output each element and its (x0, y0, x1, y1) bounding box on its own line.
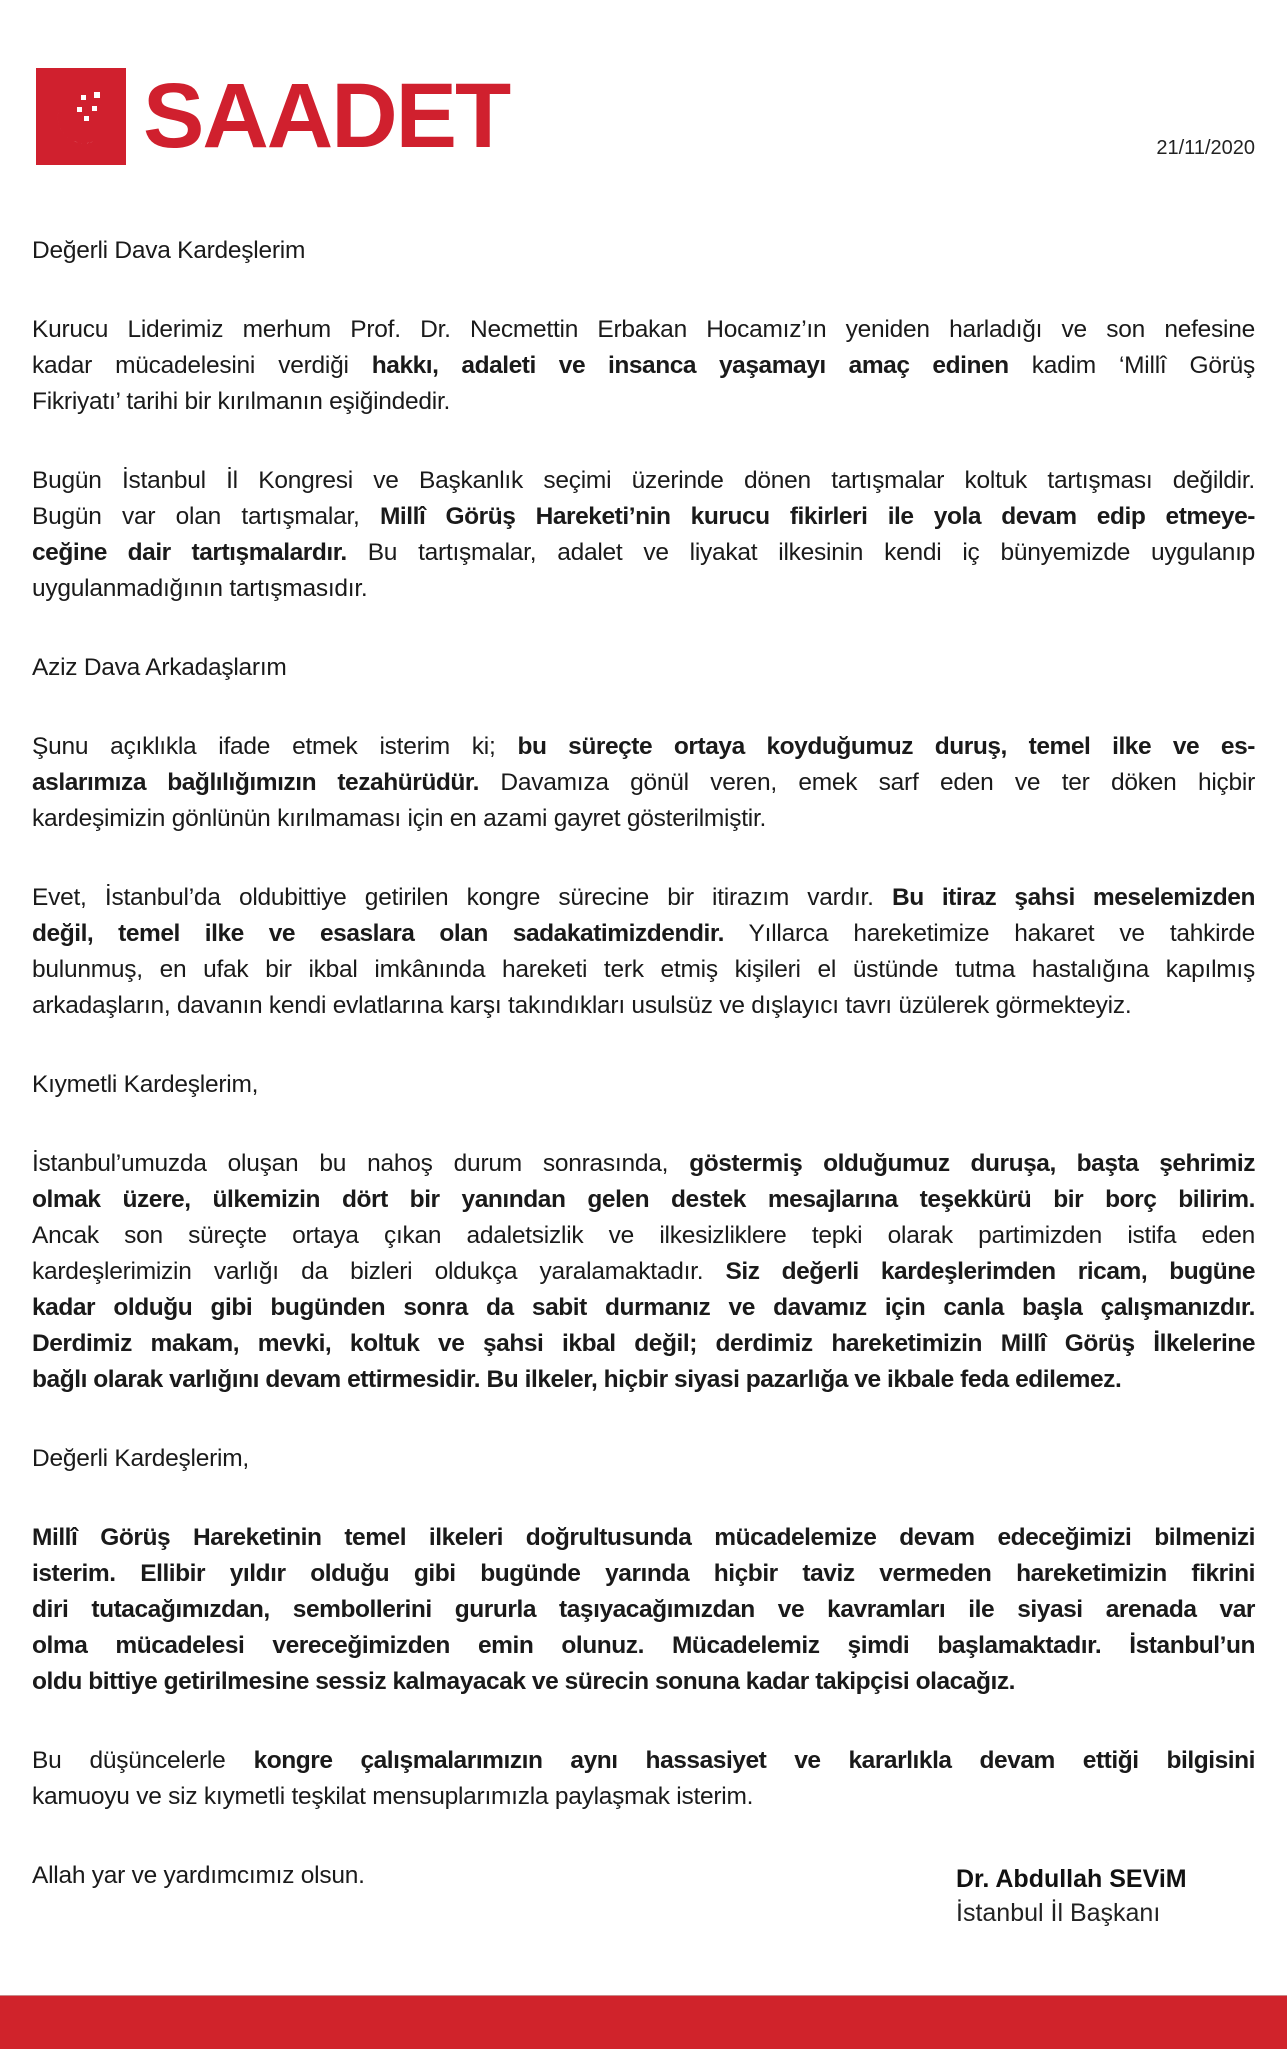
bold-text: kadar olduğu gibi bugünden sonra da sabit durmanız ve davamız için canla başla çalışmanızdır. (32, 1294, 1255, 1321)
signature-block (956, 1862, 1187, 1930)
bold-text: hakkı, adaleti ve insanca yaşamayı amaç edinen (371, 352, 1009, 379)
text-line (32, 1182, 1255, 1218)
signatory-name: Dr. Abdullah SEViM (956, 1865, 1187, 1893)
text-line (32, 1520, 1255, 1556)
bold-text: olma mücadelesi vereceğimizden emin olunuz. Mücadelemiz şimdi başlamaktadır. İstanbul’un (32, 1632, 1255, 1659)
text-line (32, 1146, 1255, 1182)
text-run: kamuoyu ve siz kıymetli teşkilat mensuplarımızla paylaşmak isterim. (32, 1783, 754, 1810)
text-line (32, 1628, 1255, 1664)
paragraph-gap (32, 1815, 1255, 1858)
bold-text: Millî Görüş Hareketi’nin kurucu fikirleri ile yola devam edip etmeye- (379, 503, 1255, 530)
paragraph-gap (32, 1024, 1255, 1067)
paragraph (32, 880, 1255, 1024)
paragraph (32, 1743, 1255, 1815)
text-run: Davamıza gönül veren, emek sarf eden ve ter döken hiçbir (478, 769, 1255, 796)
text-run: kadim ‘Millî Görüş (1008, 352, 1256, 379)
text-line (32, 988, 1255, 1024)
text-line (32, 1362, 1255, 1398)
text-line (32, 1592, 1255, 1628)
letter-date: 21/11/2020 (1156, 137, 1255, 159)
text-line (32, 1218, 1255, 1254)
bold-text: Siz değerli kardeşlerimden ricam, bugüne (725, 1258, 1255, 1285)
paragraph (32, 463, 1255, 607)
text-line (32, 1664, 1255, 1700)
text-line (32, 571, 1255, 607)
text-line (32, 499, 1255, 535)
text-line (32, 384, 1255, 420)
paragraph-gap (32, 1398, 1255, 1441)
bold-text: aslarımıza bağlılığımızın tezahürüdür. (32, 769, 479, 796)
bold-text: bu süreçte ortaya koyduğumuz duruş, temel ilke ve es- (517, 733, 1255, 760)
bold-text: isterim. Ellibir yıldır olduğu gibi bugünde yarında hiçbir taviz vermeden hareketimizin fikrini (32, 1560, 1255, 1587)
bold-text: ceğine dair tartışmalardır. (32, 539, 347, 566)
text-run: Bugün İstanbul İl Kongresi ve Başkanlık seçimi üzerinde dönen tartışmalar koltuk tartışması değildir. (32, 467, 1255, 494)
paragraph-gap (32, 1477, 1255, 1520)
text-line (32, 312, 1255, 348)
letter-body (32, 233, 1255, 1894)
bold-text: Bu itiraz şahsi meselemizden (891, 884, 1255, 911)
text-run: Bugün var olan tartışmalar, (32, 503, 380, 530)
text-run: Kurucu Liderimiz merhum Prof. Dr. Necmettin Erbakan Hocamız’ın yeniden harladığı ve son nefesine (32, 316, 1255, 343)
text-run: Ancak son süreçte ortaya çıkan adaletsizlik ve ilkesizliklere tepki olarak partimizden istifa eden (32, 1222, 1255, 1249)
text-line (32, 1290, 1255, 1326)
text-run: Fikriyatı’ tarihi bir kırılmanın eşiğindedir. (32, 388, 451, 415)
text-run: Bu düşüncelerle (32, 1747, 254, 1774)
text-run: Yıllarca hareketimize hakaret ve tahkirde (723, 920, 1255, 947)
text-run: Evet, İstanbul’da oldubittiye getirilen kongre sürecine bir itirazım vardır. (32, 884, 892, 911)
logo-wordmark: SAADET (143, 65, 510, 167)
text-line (32, 916, 1255, 952)
footer-band (0, 1995, 1287, 2049)
paragraph (32, 312, 1255, 420)
salutation: Kıymetli Kardeşlerim, (32, 1071, 259, 1098)
paragraph-gap (32, 686, 1255, 729)
paragraph (32, 1146, 1255, 1398)
bold-text: oldu bittiye getirilmesine sessiz kalmayacak ve sürecin sonuna kadar takipçisi olacağız. (32, 1668, 1016, 1695)
paragraph-gap (32, 837, 1255, 880)
paragraph-gap (32, 607, 1255, 650)
text-line (32, 952, 1255, 988)
text-run: kardeşlerimizin varlığı da bizleri oldukça yaralamaktadır. (32, 1258, 726, 1285)
paragraph (32, 729, 1255, 837)
text-run: uygulanmadığının tartışmasıdır. (32, 575, 368, 602)
text-line (32, 729, 1255, 765)
text-run: kardeşimizin gönlünün kırılmaması için en azami gayret gösterilmiştir. (32, 805, 767, 832)
text-run: Bu tartışmalar, adalet ve liyakat ilkesinin kendi iç bünyemizde uygulanıp (346, 539, 1255, 566)
text-line (32, 1556, 1255, 1592)
paragraph-gap (32, 269, 1255, 312)
text-line (32, 801, 1255, 837)
text-run: bulunmuş, en ufak bir ikbal imkânında hareketi terk etmiş kişileri el üstünde tutma hastalığına kapılmış (32, 956, 1255, 983)
bold-text: göstermiş olduğumuz duruşa, başta şehrimiz (689, 1150, 1255, 1177)
salutation: Değerli Kardeşlerim, (32, 1445, 249, 1472)
text-run: İstanbul’umuzda oluşan bu nahoş durum sonrasında, (32, 1150, 690, 1177)
text-line (32, 535, 1255, 571)
salutation: Allah yar ve yardımcımız olsun. (32, 1862, 365, 1889)
signatory-title: İstanbul İl Başkanı (956, 1899, 1161, 1927)
text-line (32, 1254, 1255, 1290)
bold-text: bağlı olarak varlığını devam ettirmesidir. Bu ilkeler, hiçbir siyasi pazarlığa ve ikbale feda edilemez. (32, 1366, 1122, 1393)
text-line (32, 348, 1255, 384)
text-line (32, 1326, 1255, 1362)
bold-text: kongre çalışmalarımızın aynı hassasiyet ve kararlıkla devam ettiği bilgisini (253, 1747, 1255, 1774)
paragraph-gap (32, 1103, 1255, 1146)
text-run: arkadaşların, davanın kendi evlatlarına karşı takındıkları usulsüz ve dışlayıcı tavrı üzülerek görmekteyiz. (32, 992, 1132, 1019)
text-line (32, 765, 1255, 801)
bold-text: diri tutacağımızdan, sembollerini gururla taşıyacağımızdan ve kavramları ile siyasi arenada var (32, 1596, 1255, 1623)
salutation: Aziz Dava Arkadaşlarım (32, 654, 287, 681)
text-line (32, 1743, 1255, 1779)
paragraph-gap (32, 420, 1255, 463)
text-line (32, 880, 1255, 916)
bold-text: olmak üzere, ülkemizin dört bir yanından gelen destek mesajlarına teşekkürü bir borç bilirim. (32, 1186, 1255, 1213)
text-line (32, 1779, 1255, 1815)
bold-text: Derdimiz makam, mevki, koltuk ve şahsi ikbal değil; derdimiz hareketimizin Millî Görüş İlkelerine (32, 1330, 1255, 1357)
paragraph-gap (32, 1700, 1255, 1743)
crescent-stars-icon (36, 68, 126, 165)
saadet-logo (36, 67, 509, 165)
text-run: kadar mücadelesini verdiği (32, 352, 372, 379)
text-line (32, 463, 1255, 499)
text-run: Şunu açıklıkla ifade etmek isterim ki; (32, 733, 518, 760)
bold-text: Millî Görüş Hareketinin temel ilkeleri doğrultusunda mücadelemize devam edeceğimizi bilmenizi (32, 1524, 1255, 1551)
salutation: Değerli Dava Kardeşlerim (32, 237, 306, 264)
paragraph (32, 1520, 1255, 1700)
bold-text: değil, temel ilke ve esaslara olan sadakatimizdendir. (32, 920, 724, 947)
